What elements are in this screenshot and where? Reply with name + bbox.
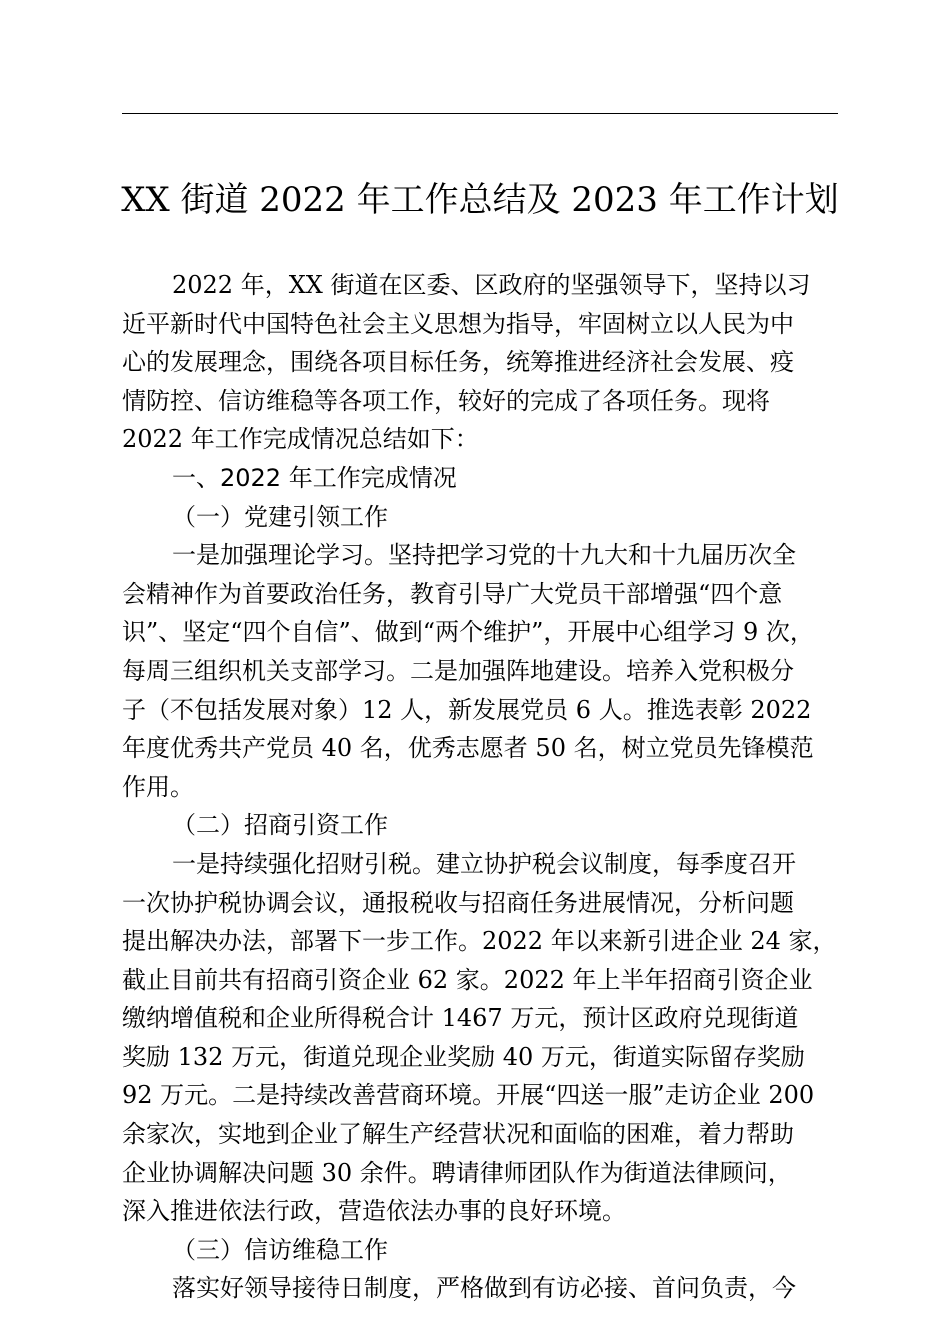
paragraph-line: 落实好领导接待日制度，严格做到有访必接、首问负责，今 <box>172 1274 796 1303</box>
paragraph-line: 提出解决办法，部署下一步工作。2022 年以来新引进企业 24 家， <box>122 927 837 956</box>
paragraph-line: 子（不包括发展对象）12 人，新发展党员 6 人。推选表彰 2022 <box>122 695 812 724</box>
header-rule <box>122 113 838 114</box>
paragraph-line: 2022 年工作完成情况总结如下： <box>122 425 479 454</box>
subsection-heading: （三）信访维稳工作 <box>172 1235 388 1264</box>
paragraph-line: 余家次，实地到企业了解生产经营状况和面临的困难，着力帮助 <box>122 1120 794 1149</box>
document-title: XX 街道 2022 年工作总结及 2023 年工作计划 <box>121 180 839 220</box>
paragraph-line: 一是加强理论学习。坚持把学习党的十九大和十九届历次全 <box>172 541 796 570</box>
subsection-heading: （一）党建引领工作 <box>172 502 388 531</box>
subsection-heading: （二）招商引资工作 <box>172 811 388 840</box>
paragraph-line: 每周三组织机关支部学习。二是加强阵地建设。培养入党积极分 <box>122 656 794 685</box>
paragraph-line: 92 万元。二是持续改善营商环境。开展“四送一服”走访企业 200 <box>122 1081 815 1110</box>
section-heading: 一、2022 年工作完成情况 <box>172 463 457 492</box>
paragraph-line: 年度优秀共产党员 40 名，优秀志愿者 50 名，树立党员先锋模范 <box>122 734 814 763</box>
paragraph-line: 一次协护税协调会议，通报税收与招商任务进展情况，分析问题 <box>122 888 794 917</box>
paragraph-line: 奖励 132 万元，街道兑现企业奖励 40 万元，街道实际留存奖励 <box>122 1042 805 1071</box>
paragraph-line: 企业协调解决问题 30 余件。聘请律师团队作为街道法律顾问， <box>122 1158 792 1187</box>
paragraph-line: 截止目前共有招商引资企业 62 家。2022 年上半年招商引资企业 <box>122 965 813 994</box>
paragraph-line: 近平新时代中国特色社会主义思想为指导，牢固树立以人民为中 <box>122 309 794 338</box>
paragraph-line: 识”、坚定“四个自信”、做到“两个维护”，开展中心组学习 9 次， <box>122 618 814 647</box>
paragraph-line: 心的发展理念，围绕各项目标任务，统筹推进经济社会发展、疫 <box>122 348 794 377</box>
paragraph-line: 深入推进依法行政，营造依法办事的良好环境。 <box>122 1197 626 1226</box>
document-body <box>122 266 850 1308</box>
paragraph-line: 缴纳增值税和企业所得税合计 1467 万元，预计区政府兑现街道 <box>122 1004 799 1033</box>
paragraph-line: 情防控、信访维稳等各项工作，较好的完成了各项任务。现将 <box>122 386 770 415</box>
paragraph-line: 一是持续强化招财引税。建立协护税会议制度，每季度召开 <box>172 849 796 878</box>
paragraph-line: 会精神作为首要政治任务，教育引导广大党员干部增强“四个意 <box>122 579 783 608</box>
paragraph-line: 作用。 <box>122 772 194 801</box>
paragraph-line: 2022 年，XX 街道在区委、区政府的坚强领导下，坚持以习 <box>172 271 811 299</box>
